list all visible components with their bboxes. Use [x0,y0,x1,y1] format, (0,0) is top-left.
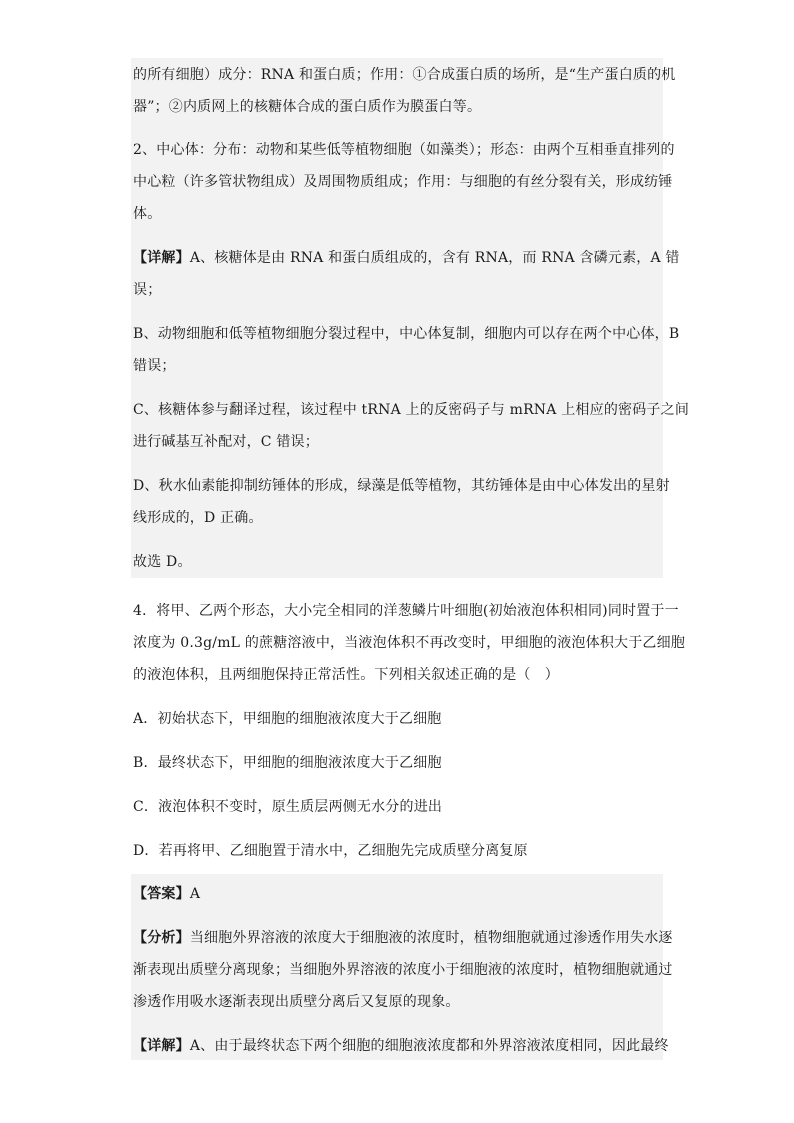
detail-marker: 【详解】 [133,250,190,266]
analysis-line: 渗透作用吸水逐渐表现出质壁分离后又复原的现象。 [133,994,460,1010]
detail-text: A、核糖体是由 RNA 和蛋白质组成的，含有 RNA，而 RNA 含磷元素，A 错 [189,250,680,266]
analysis-marker: 【分析】 [133,930,190,946]
detail-line: 故选 D。 [133,554,192,570]
detail-text: A、由于最终状态下两个细胞的细胞液浓度都和外界溶液浓度相同，因此最终 [189,1038,669,1054]
detail-line: C、核糖体参与翻译过程，该过程中 tRNA 上的反密码子与 mRNA 上相应的密码子之间 [133,402,690,418]
answer-line [133,884,200,904]
option-b: B．最终状态下，甲细胞的细胞液浓度大于乙细胞 [133,755,442,771]
detail-line: D、秋水仙素能抑制纺锤体的形成，绿藻是低等植物，其纺锤体是由中心体发出的星射 [133,478,670,494]
option-a: A．初始状态下，甲细胞的细胞液浓度大于乙细胞 [133,711,442,727]
answer-block-shading [131,58,663,578]
option-d: D．若再将甲、乙细胞置于清水中，乙细胞先完成质壁分离复原 [133,843,528,859]
text-line: 2、中心体：分布：动物和某些低等植物细胞（如藻类）；形态：由两个互相垂直排列的 [133,142,675,158]
text-line: 中心粒（许多管状物组成）及周围物质组成；作用：与细胞的有丝分裂有关，形成纺锤 [133,174,673,190]
detail-line: 错误； [133,358,176,374]
detail-line [133,1036,669,1056]
detail-marker: 【详解】 [133,1038,190,1054]
answer-value: A [189,886,201,902]
answer-marker: 【答案】 [133,886,190,902]
detail-line [133,248,680,268]
analysis-line [133,928,673,948]
text-line: 的所有细胞）成分：RNA 和蛋白质；作用：①合成蛋白质的场所，是“生产蛋白质的机 [133,67,676,83]
question-stem-line: 4．将甲、乙两个形态，大小完全相同的洋葱鳞片叶细胞(初始液泡体积相同)同时置于一 [133,603,679,619]
analysis-line: 渐表现出质壁分离现象；当细胞外界溶液的浓度小于细胞液的浓度时，植物细胞就通过 [133,962,673,978]
detail-line: 线形成的，D 正确。 [133,510,263,526]
detail-line: B、动物细胞和低等植物细胞分裂过程中，中心体复制，细胞内可以存在两个中心体，B [133,326,680,342]
option-c: C．液泡体积不变时，原生质层两侧无水分的进出 [133,799,443,815]
analysis-text: 当细胞外界溶液的浓度大于细胞液的浓度时，植物细胞就通过渗透作用失水逐 [189,930,673,946]
question-stem-line: 的液泡体积，且两细胞保持正常活性。下列相关叙述正确的是（ ） [133,667,559,683]
detail-line: 进行碱基互补配对，C 错误； [133,434,319,450]
question-stem-line: 浓度为 0.3g/mL 的蔗糖溶液中，当液泡体积不再改变时，甲细胞的液泡体积大于乙细胞 [133,635,686,651]
text-line: 器”；②内质网上的核糖体合成的蛋白质作为膜蛋白等。 [133,99,482,115]
detail-line: 误； [133,282,162,298]
text-line: 体。 [133,206,162,222]
